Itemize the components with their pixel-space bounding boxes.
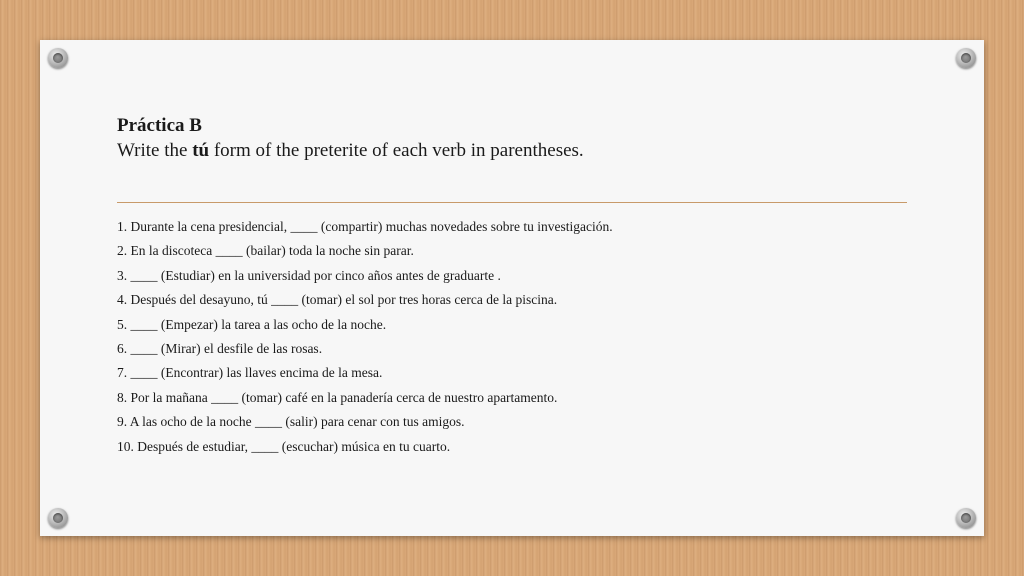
title-block: [117, 114, 584, 163]
exercise-item: 8. Por la mañana ____ (tomar) café en la panadería cerca de nuestro apartamento.: [117, 389, 558, 405]
pin-icon: [956, 508, 976, 528]
slide-instructions: [117, 138, 584, 163]
exercise-item: 7. ____ (Encontrar) las llaves encima de la mesa.: [117, 365, 383, 381]
slide-heading: Práctica B: [117, 115, 202, 136]
exercise-item: 5. ____ (Empezar) la tarea a las ocho de la noche.: [117, 316, 387, 332]
pin-icon: [48, 48, 68, 68]
exercise-item: 1. Durante la cena presidencial, ____ (compartir) muchas novedades sobre tu investigación.: [117, 219, 613, 234]
pin-icon: [956, 48, 976, 68]
instructions-text-before: Write the: [117, 140, 193, 161]
exercise-list: [117, 215, 613, 459]
slide-board: [40, 40, 984, 536]
exercise-item: 9. A las ocho de la noche ____ (salir) para cenar con tus amigos.: [117, 414, 465, 430]
divider-line: [117, 202, 907, 203]
exercise-item: 10. Después de estudiar, ____ (escuchar) música en tu cuarto.: [117, 438, 451, 454]
instructions-text-bold: tú: [192, 140, 210, 161]
instructions-text-after: form of the preterite of each verb in parentheses.: [209, 140, 584, 161]
exercise-item: 6. ____ (Mirar) el desfile de las rosas.: [117, 341, 323, 357]
exercise-item: 2. En la discoteca ____ (bailar) toda la noche sin parar.: [117, 243, 414, 259]
exercise-item: 4. Después del desayuno, tú ____ (tomar) el sol por tres horas cerca de la piscina.: [117, 292, 558, 308]
exercise-item: 3. ____ (Estudiar) en la universidad por cinco años antes de graduarte .: [117, 267, 501, 283]
pin-icon: [48, 508, 68, 528]
